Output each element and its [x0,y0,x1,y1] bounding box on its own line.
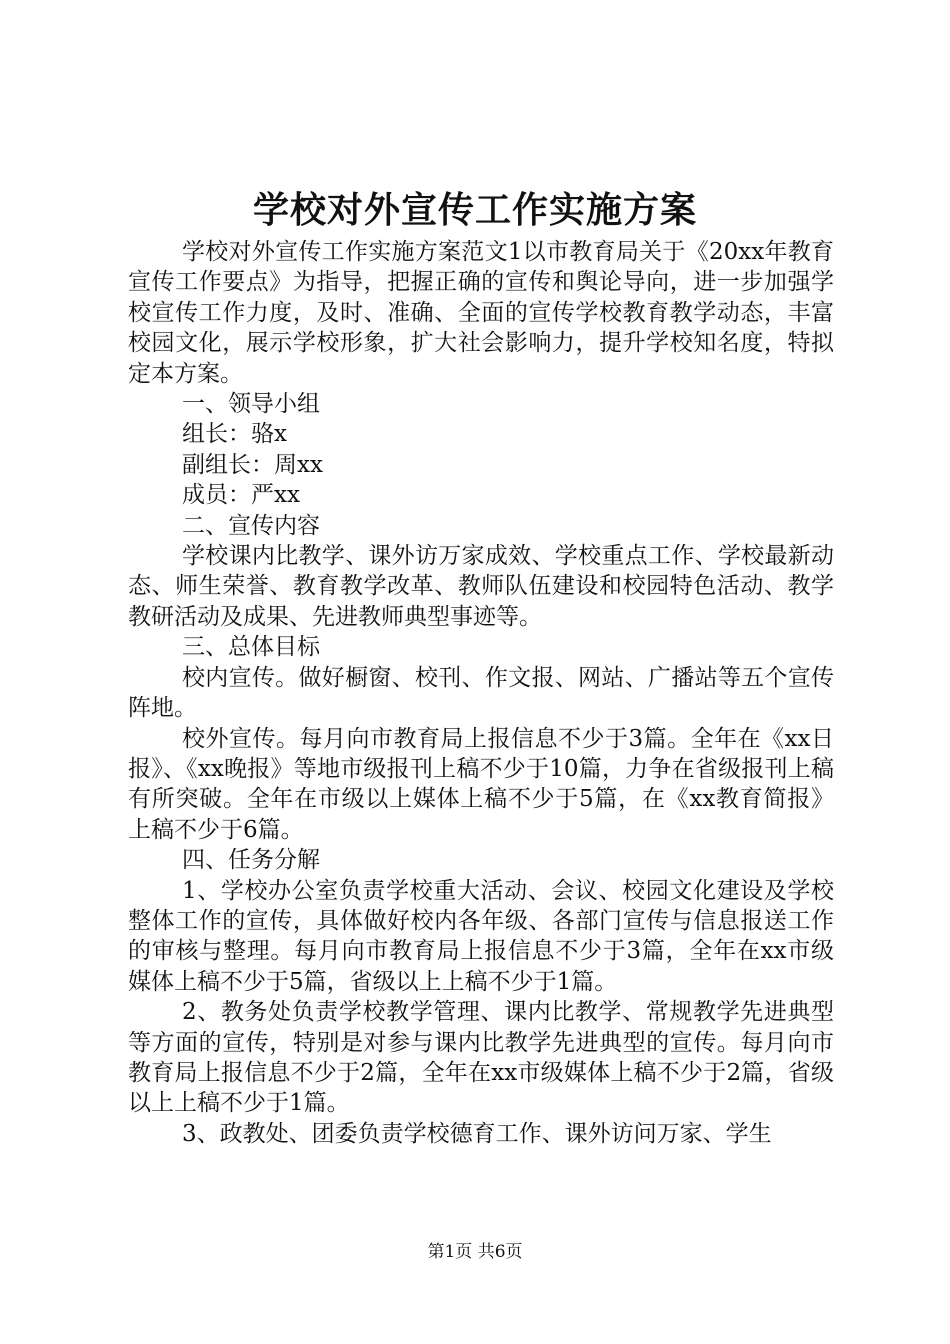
heading-task-breakdown: 四、任务分解 [182,847,320,874]
heading-publicity-content: 二、宣传内容 [182,512,320,539]
paragraph-members: 成员：严xx [182,482,300,509]
document-title: 学校对外宣传工作实施方案 [252,189,697,231]
paragraph-task-3: 3、政教处、团委负责学校德育工作、课外访问万家、学生 [182,1120,772,1147]
paragraph-task-2: 2、教务处负责学校教学管理、课内比教学、常规教学先进典型等方面的宣传，特别是对参与课内比教学先进典型的宣传。每月向市教育局上报信息不少于2篇，全年在xx市级媒体上稿不少于2篇，省级以上上稿不少于1篇。 [128,999,834,1117]
paragraph-deputy-leader: 副组长：周xx [182,451,323,478]
heading-overall-goals: 三、总体目标 [182,634,320,661]
paragraph-internal-publicity: 校内宣传。做好橱窗、校刊、作文报、网站、广播站等五个宣传阵地。 [128,664,834,722]
heading-leadership-group: 一、领导小组 [182,391,320,418]
paragraph-intro: 学校对外宣传工作实施方案范文1以市教育局关于《20xx年教育宣传工作要点》为指导，把握正确的宣传和舆论导向，进一步加强学校宣传工作力度，及时、准确、全面的宣传学校教育教学动态，丰富校园文化，展示学校形象，扩大社会影响力，提升学校知名度，特拟定本方案。 [128,239,834,387]
document-body [128,237,834,1149]
page-footer [0,1241,950,1263]
paragraph-group-leader: 组长：骆x [182,421,287,448]
page-total: 共6页 [477,1242,523,1262]
page-number: 第1页 [427,1242,473,1262]
paragraph-publicity-content: 学校课内比教学、课外访万家成效、学校重点工作、学校最新动态、师生荣誉、教育教学改革、教师队伍建设和校园特色活动、教学教研活动及成果、先进教师典型事迹等。 [128,543,834,630]
paragraph-task-1: 1、学校办公室负责学校重大活动、会议、校园文化建设及学校整体工作的宣传，具体做好校内各年级、各部门宣传与信息报送工作的审核与整理。每月向市教育局上报信息不少于3篇，全年在xx市级媒体上稿不少于5篇，省级以上上稿不少于1篇。 [128,877,834,995]
paragraph-external-publicity: 校外宣传。每月向市教育局上报信息不少于3篇。全年在《xx日报》、《xx晚报》等地市级报刊上稿不少于10篇，力争在省级报刊上稿有所突破。全年在市级以上媒体上稿不少于5篇，在《xx教育简报》上稿不少于6篇。 [128,725,834,843]
